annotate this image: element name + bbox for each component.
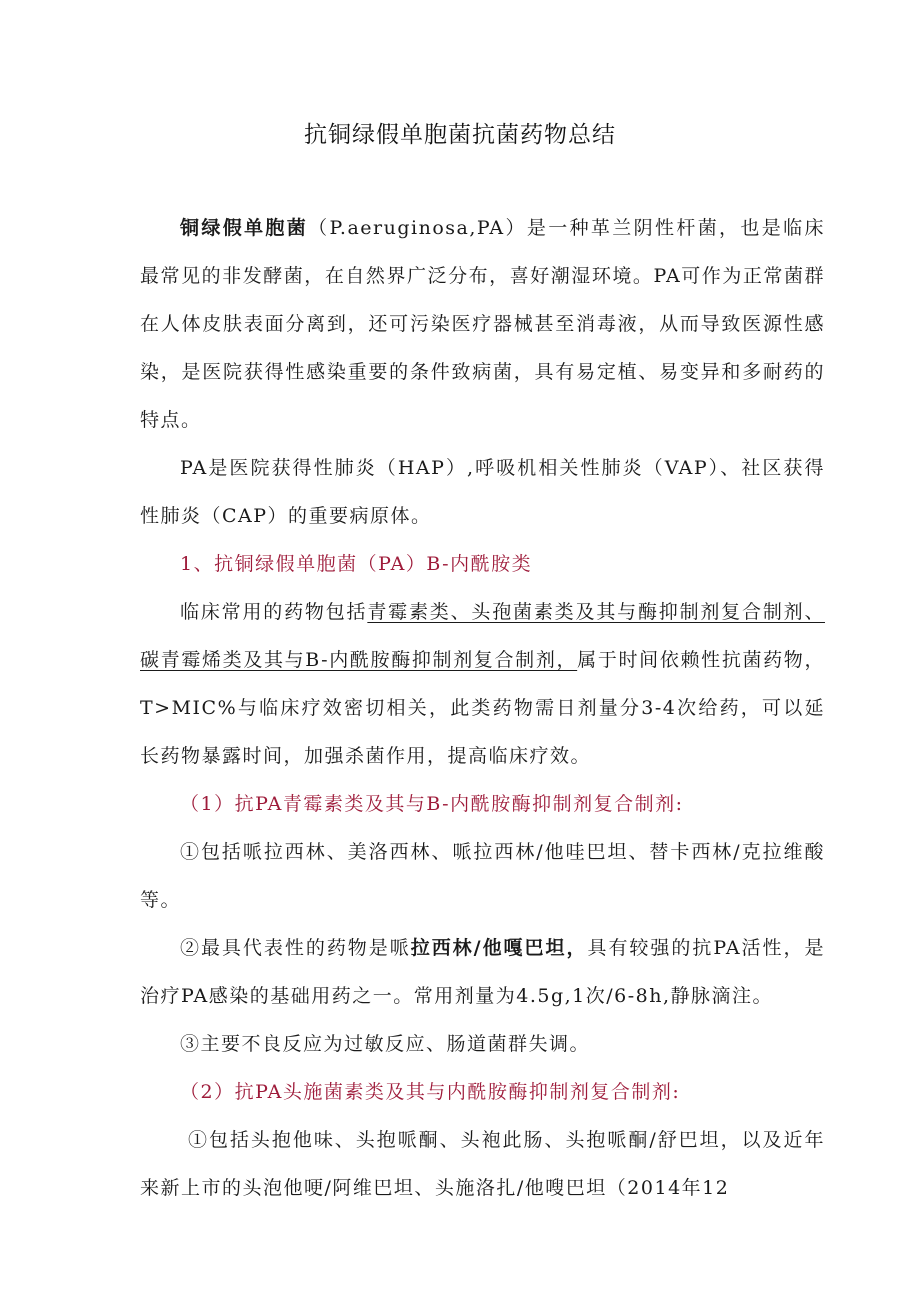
page-title: 抗铜绿假单胞菌抗菌药物总结 bbox=[304, 122, 616, 148]
subsection-2-heading: （2）抗PA头施菌素类及其与内酰胺酶抑制剂复合制剂: bbox=[180, 1081, 681, 1103]
intro-bold-term: 铜绿假单胞菌 bbox=[180, 217, 309, 239]
section-1-heading: 1、抗铜绿假单胞菌（PA）B-内酰胺类 bbox=[180, 553, 533, 575]
intro-paragraph bbox=[140, 204, 825, 444]
intro-text: （P.aeruginosa,PA）是一种革兰阴性杆菌，也是临床最常见的非发酵菌，在自然界广泛分布，喜好潮湿环境。PA可作为正常菌群在人体皮肤表面分离到，还可污染医疗器械甚至消毒液，从而导致医源性感染，是医院获得性感染重要的条件致病菌，具有易定植、易变异和多耐药的特点。 bbox=[140, 217, 825, 431]
section-1-rest: 属于时间依赖性抗菌药物，T>MIC%与临床疗效密切相关，此类药物需日剂量分3-4次给药，可以延长药物暴露时间，加强杀菌作用，提高临床疗效。 bbox=[140, 649, 825, 767]
subsection-1-heading: （1）抗PA青霉素类及其与B-内酰胺酶抑制剂复合制剂: bbox=[180, 793, 684, 815]
subsection-1-item-1: ①包括哌拉西林、美洛西林、哌拉西林/他哇巴坦、替卡西林/克拉维酸等。 bbox=[140, 841, 825, 911]
document-body bbox=[140, 204, 825, 1212]
subsection-1-item-2-bold: 拉西林/他嘎巴坦， bbox=[410, 937, 588, 959]
section-1-lead: 临床常用的药物包括 bbox=[180, 601, 368, 623]
subsection-2-item-1: ①包括头抱他味、头抱哌酮、头袍此肠、头抱哌酮/舒巴坦，以及近年来新上市的头泡他哽/阿维巴坦、头施洛扎/他嗖巴坦（2014年12 bbox=[140, 1129, 825, 1199]
pathogen-paragraph: PA是医院获得性肺炎（HAP）,呼吸机相关性肺炎（VAP）、社区获得性肺炎（CAP）的重要病原体。 bbox=[140, 457, 825, 527]
section-1-paragraph bbox=[140, 588, 825, 780]
subsection-1-item-2-start: ②最具代表性的药物是哌 bbox=[180, 937, 411, 959]
section-1-underlined: 青霉素类、头孢菌素类及其与酶抑制剂复合制剂、碳青霉烯类及其与B-内酰胺酶抑制剂复合制剂， bbox=[140, 601, 825, 671]
subsection-1-item-2 bbox=[140, 924, 825, 1020]
subsection-1-item-2-end: 具有较强的抗PA活性，是治疗PA感染的基础用药之一。常用剂量为4.5g,1次/6-8h,静脉滴注。 bbox=[140, 937, 825, 1007]
subsection-1-item-3: ③主要不良反应为过敏反应、肠道菌群失调。 bbox=[180, 1033, 591, 1055]
